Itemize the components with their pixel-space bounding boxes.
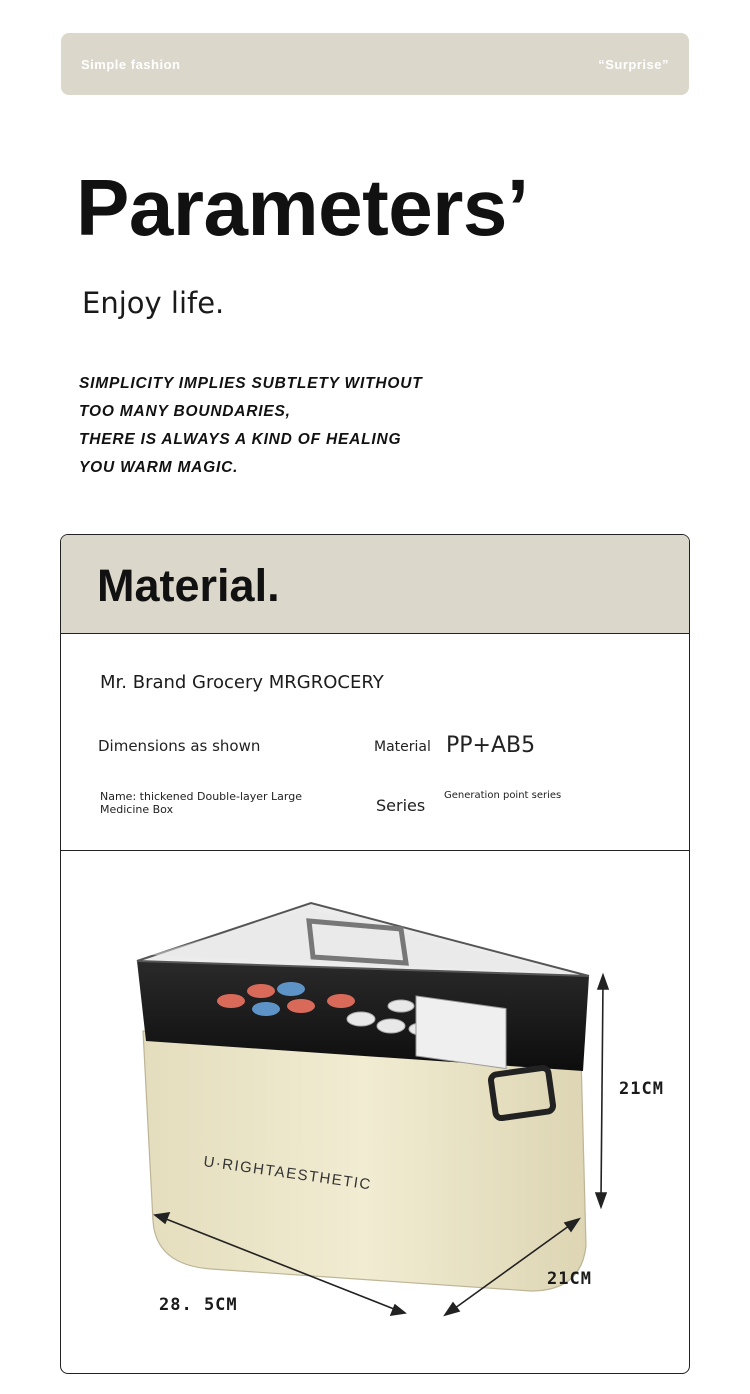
material-value: PP+AB5 bbox=[446, 733, 536, 758]
series-label: Series bbox=[376, 796, 426, 815]
medicine-box-illustration bbox=[61, 851, 689, 1373]
tagline-line: TOO MANY BOUNDARIES, bbox=[79, 403, 291, 420]
material-header bbox=[61, 535, 689, 634]
spec-section bbox=[61, 634, 689, 851]
brand-text: Mr. Brand Grocery MRGROCERY bbox=[100, 672, 384, 693]
banner-left-text: Simple fashion bbox=[81, 57, 181, 72]
tagline-line: THERE IS ALWAYS A KIND OF HEALING bbox=[79, 431, 402, 448]
top-banner bbox=[61, 33, 689, 95]
dimensions-text: Dimensions as shown bbox=[98, 737, 261, 755]
height-label: 21CM bbox=[619, 1079, 664, 1099]
product-image-area bbox=[61, 851, 689, 1373]
tagline-line: YOU WARM MAGIC. bbox=[79, 459, 239, 476]
depth-label: 21CM bbox=[547, 1269, 592, 1289]
banner-right-text: “Surprise” bbox=[598, 57, 669, 72]
tagline bbox=[79, 370, 539, 482]
page-subtitle: Enjoy life. bbox=[82, 286, 225, 320]
box-brand-print: U·RIGHTAESTHETIC bbox=[202, 1153, 373, 1194]
material-label: Material bbox=[374, 739, 431, 755]
page-title: Parameters’ bbox=[76, 163, 529, 252]
width-label: 28. 5CM bbox=[159, 1295, 238, 1315]
tagline-line: SIMPLICITY IMPLIES SUBTLETY WITHOUT bbox=[79, 375, 423, 392]
series-value: Generation point series bbox=[444, 790, 562, 801]
material-card bbox=[60, 534, 690, 1374]
material-heading: Material. bbox=[97, 560, 280, 611]
product-name: Name: thickened Double-layer Large Medicine Box bbox=[100, 790, 302, 816]
